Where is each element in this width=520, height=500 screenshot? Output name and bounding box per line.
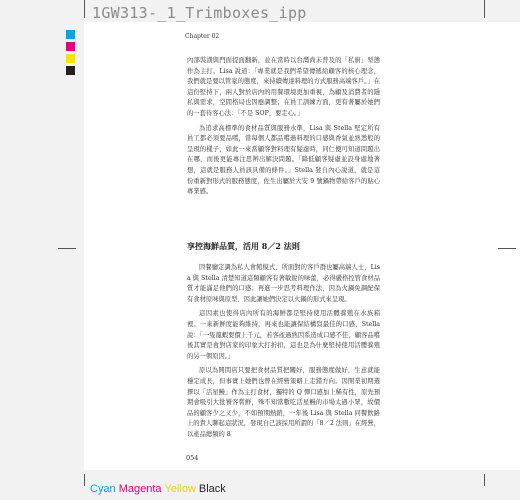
crop-mark-bottom-left [84,474,85,486]
paragraph: 這因素也使得店內所有的海鮮都是堅持使用活體養殖在水族箱裡。一來新鮮度能夠維持，再來也能讓保結構寫最佳的口感，Stella 說：「一隻龍蝦要價上千元，若客產過熟因系造成口感不佳，顧客品嚐後其實是會對店家的印象大打折扣，這也是為什麼堅持使用活體養殖的另一個原因。」 [187,310,380,360]
yellow-label: Yellow [164,483,196,495]
section-heading: 享控海鮮品質，活用 8／2 法則 [187,241,300,251]
crop-mark-mid-left [58,248,76,249]
yellow-swatch [66,54,75,63]
color-bar-labels [90,483,229,495]
black-swatch [66,66,75,75]
paragraph: 內部裝潢與門面提面翻新，並在當時以台灣尚未普及的「私廚」型態作為主打。Lisa 說道：「專業就是我們希望傳遞給顧客的核心理念，我們就是要以管家的態度，來持續傳達料理的方式服務高端客戶。」在這份堅持下，兩人對於店內的用餐環境更加重視，為顧及消費者的隱私與需求，空間格局也因應調整；在員工訓練方面，更有著屬於她們的一套待客心法：「不是 SOP，要走心。」 [187,57,380,117]
chapter-label: Chapter 02 [185,33,220,40]
file-name-label: 1GW313-_1_Trimboxes_ipp [92,4,307,22]
cyan-swatch [66,30,75,39]
magenta-swatch [66,42,75,51]
paragraph: 因餐廳定調為私人會館模式，所面對的客戶群也屬高端人士，Lisa 與 Stella 清楚知道這類顧客有著敏銳的味蕾，必得嚴格控管食材品質才能滿足他們的口感；再進一步思考料理作法，因為火鍋免調配保有食材原味與原型，因此讓她們決定以火鍋的形式來呈現。 [187,264,380,303]
page-number: 054 [186,454,199,462]
crop-mark-mid-right [498,248,516,249]
crop-mark-top-left [84,0,85,18]
crop-mark-bottom-right [484,474,485,486]
paragraph: 為追求高標準的食材品質與服務水準，Lisa 與 Stella 堅定所有員工都必須要品嚐，當每個人都品嚐過料理的口感與香氣並熟悉般的呈現的樣子，如此一來當顧客對料理有疑慮時，同仁便可知道問題出在哪，而後更能專注思辨出解決問題。「降低顧客疑慮並設身處地著想，這就是服務人員該具備的條件。」Stella 發自內心說道，就是這份重新對形式的服務態度，佐生出屬於大安 9 號鍋物帶給客戶的貼心專業感。 [187,124,380,196]
crop-mark-top-right [484,0,485,18]
black-label: Black [198,483,226,495]
magenta-label: Magenta [118,483,162,495]
body-text-top [187,56,380,202]
body-text-bottom [187,263,380,445]
paragraph: 原以為開間店只要把食材品質把關好，服務態度做好，生意就能穩定成長，但事實上她們也曾在經營策略上走錯方向。因開業初期選擇以「活星鰻」作為主打食材，獨特的 Q 彈口感加上稀有性，原先預期會吸引大批饕客嘗鮮，殊不知當數吃活星鰻的市場太過小眾，故價品的顧客少之又少，不如預期熱銷，一年後 Lisa 與 Stella 同餐飲路上的貴人聊起這狀況，發現自己該採用所謂的「8／2 法則」在經營，以產品總類的 8 [187,367,380,438]
cyan-label: Cyan [90,483,116,495]
